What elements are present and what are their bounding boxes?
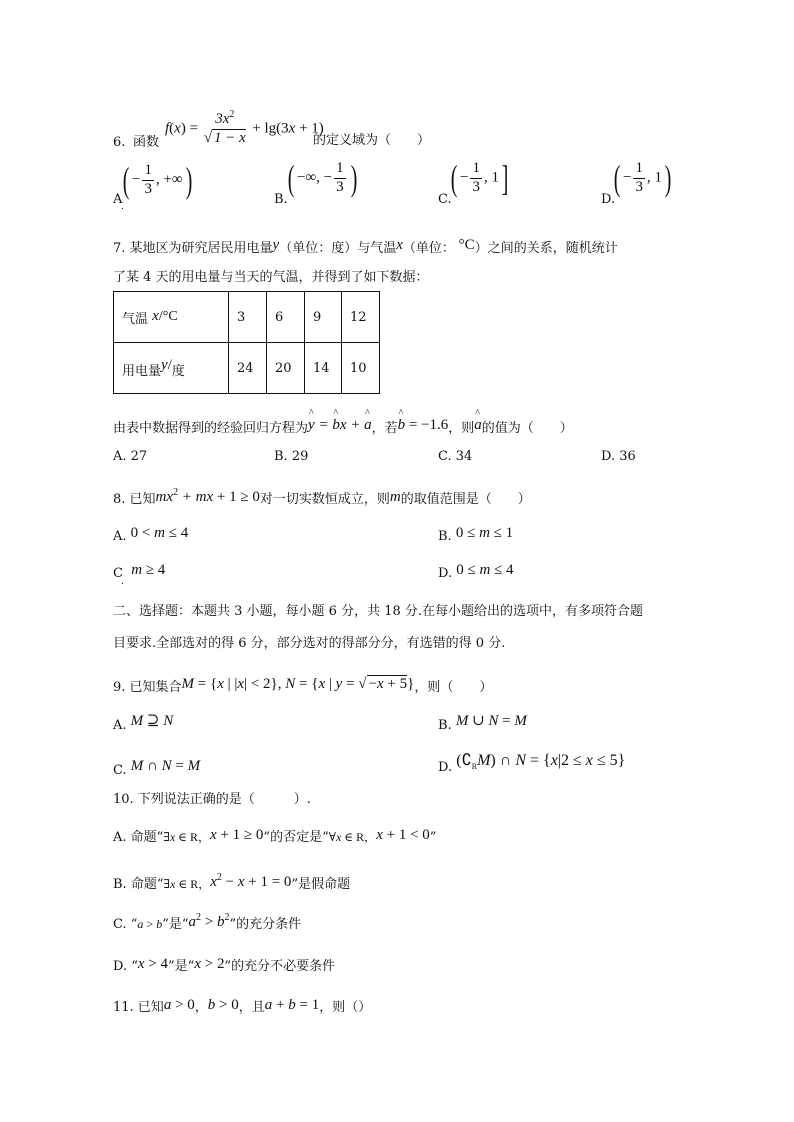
q8-option-c: C m ≥ 4 [113,562,166,581]
q6-suffix: 的定义域为（ ） [313,133,431,148]
q9-stem: 9. 已知集合M = {x | |x| < 2}, N = {x | y = √ −x + 5}，则（ ） [113,676,493,695]
q6-option-b-label: B. [274,192,288,207]
q7-option-d: D. 36 [601,449,636,464]
q7-row2-cell-2: 20 [267,343,305,394]
q8-stem: 8. 已知$mx^2$ + mx + 1 ≥ 0对一切实数恒成立，则m的取值范围是（ ） [113,487,531,507]
q6-option-c-label: C. [438,192,452,207]
q9-option-d: D. $(∁_RM)$ ∩ N = {x|2 ≤ x ≤ 5} [438,752,626,775]
q7-row2-cell-4: 10 [342,343,380,394]
table-row [114,292,380,343]
q7-row2-header: 用电量y/度 [114,343,229,394]
q7-option-b: B. 29 [274,449,309,464]
q9-option-a: A. M ⊇ N [113,713,174,733]
q7-option-a: A. 27 [113,449,148,464]
q7-line1: 7. 某地区为研究居民用电量y（单位：度）与气温x（单位： °C）之间的关系，随机统计 [113,237,618,256]
q7-row2-cell-3: 14 [305,343,342,394]
q10-option-d: D. “x > 4”是“x > 2”的充分不必要条件 [113,956,336,974]
q6-prefix: 函数 [133,135,160,150]
q6-option-d-math: ( − $\frac{1}{3}$ , 1) [613,158,672,198]
q7-row1-header: 气温 x/°C [114,292,229,343]
q10-option-c: C. “a > b”是“$a^2 > b^2$”的充分条件 [113,912,302,932]
q7-row1-cell-3: 9 [305,292,342,343]
q6-option-a-label: A [113,192,123,207]
q9-option-b: B. M ∪ N = M [438,713,527,733]
q8-option-b: B. 0 ≤ m ≤ 1 [438,525,514,544]
section2-line1: 二、选择题：本题共 3 小题，每小题 6 分，共 18 分.在每小题给出的选项中，有多项符合题 [113,604,644,619]
q6-option-a-math: ( − $\frac{1}{3}$ , +∞) [122,160,192,200]
q6-option-d-label: D. [601,192,616,207]
q6-option-c-math: ( − $\frac{1}{3}$ , 1] [450,158,509,198]
q7-line1-c: （单位： [402,241,455,256]
q7-row2-cell-1: 24 [229,343,267,394]
q9-option-c: C. M ∩ N = M [113,758,201,778]
q6-option-a-dot: . [121,202,124,212]
q10-option-a: A. 命题“∃x ∈ R，x + 1 ≥ 0”的否定是“∀x ∈ R，x + 1 < 0” [113,827,437,845]
q7-line2: 了某 4 天的用电量与当天的气温，并得到了如下数据： [113,270,429,285]
section2-line2: 目要求.全部选对的得 6 分，部分选对的得部分分，有选错的得 0 分. [113,636,506,651]
q11-stem: 11. 已知a > 0，b > 0，且a + b = 1，则（） [113,997,372,1015]
q7-row1-cell-1: 3 [229,292,267,343]
q6-function: f(x) = $\frac{3x^2}{√ 1 - x}$ + lg(3x + 1) [165,109,324,146]
q8-option-d: D. 0 ≤ m ≤ 4 [438,562,514,581]
q7-line1-d: ）之间的关系，随机统计 [474,241,618,256]
q7-row1-cell-4: 12 [342,292,380,343]
q6-option-b-math: ( −∞, − $\frac{1}{3}$ ) [287,158,357,198]
q10-option-b: B. 命题“∃x ∈ R，$x^2 - x + 1 = 0$”是假命题 [113,872,351,892]
q7-option-c: C. 34 [438,449,473,464]
q8-option-a: A. 0 < m ≤ 4 [113,525,189,544]
q10-stem: 10. 下列说法正确的是（ ）. [113,792,311,807]
q7-line1-a: 7. 某地区为研究居民用电量 [113,241,273,256]
q7-line1-b: （单位：度）与气温 [279,241,397,256]
q7-stem: 由表中数据得到的经验回归方程为^ y = ^ bx + ^ a，若^ b = −1.6，则^ a的值为（ ） [113,418,573,435]
q7-data-table [113,291,380,394]
q8-option-c-dot: . [121,577,124,587]
q7-row1-cell-2: 6 [267,292,305,343]
table-row [114,343,380,394]
q6-number: 6. [113,135,126,150]
